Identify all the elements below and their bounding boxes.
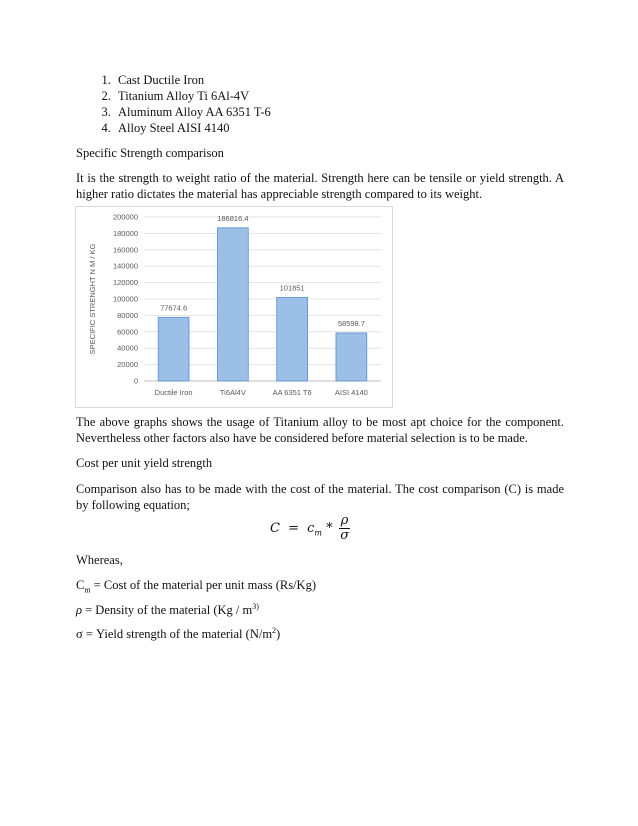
cm-subscript: m: [84, 585, 91, 595]
section-heading-specific-strength: Specific Strength comparison: [76, 146, 224, 160]
equation-denominator: σ: [340, 528, 350, 543]
y-tick-label: 80000: [117, 310, 138, 320]
rho-symbol: ρ: [76, 603, 82, 618]
x-tick-label: Ti6Al4V: [219, 388, 246, 397]
list-item: 4. Alloy Steel AISI 4140: [114, 120, 271, 136]
sigma-symbol: σ: [76, 627, 83, 642]
sigma-text: = Yield strength of the material (N/m: [82, 627, 273, 642]
chart-data-labels: [160, 214, 365, 328]
x-tick-label: Ductile Iron: [154, 388, 193, 397]
bar-chart-svg: [76, 207, 392, 407]
cm-symbol: C: [76, 578, 85, 592]
list-item: 3. Aluminum Alloy AA 6351 T-6: [114, 104, 271, 120]
definition-rho: [76, 602, 259, 618]
y-tick-label: 120000: [112, 278, 138, 288]
chart-bar: [158, 317, 189, 381]
y-tick-label: 0: [133, 376, 138, 386]
y-tick-label: 20000: [117, 360, 138, 370]
cost-equation: [270, 514, 350, 543]
x-tick-label: AISI 4140: [334, 388, 368, 397]
y-tick-label: 140000: [112, 261, 138, 271]
y-tick-label: 180000: [112, 228, 138, 238]
cost-paragraph: Comparison also has to be made with the cost of the material. The cost comparison (C) is made by following equation;: [76, 482, 564, 512]
data-label: 77674.6: [160, 303, 188, 313]
definition-cm: [76, 578, 316, 595]
definition-sigma: [76, 626, 280, 642]
equation-equals: =: [288, 521, 299, 536]
list-item: 1. Cast Ductile Iron: [114, 72, 271, 88]
sigma-close: ): [276, 627, 281, 642]
whereas-label: Whereas,: [76, 553, 123, 567]
equation-operator: *: [326, 521, 333, 536]
data-label: 101851: [279, 283, 305, 293]
chart-y-ticks: [113, 213, 138, 386]
chart-bar: [277, 297, 308, 381]
specific-strength-chart: [75, 206, 393, 408]
x-tick-label: AA 6351 T6: [272, 388, 312, 397]
sigma-superscript: 2: [272, 626, 277, 635]
chart-bars: [158, 228, 367, 381]
list-item: 2. Titanium Alloy Ti 6Al-4V: [114, 88, 271, 104]
chart-bar: [336, 333, 367, 381]
alloy-list: [92, 72, 271, 136]
equation-fraction: [339, 514, 351, 543]
y-tick-label: 40000: [117, 343, 138, 353]
data-label: 186816.4: [217, 213, 249, 223]
chart-y-axis-label: SPECIFIC STRENGHT N M / KG: [88, 243, 97, 355]
conclusion-paragraph: The above graphs shows the usage of Titanium alloy to be most apt choice for the component. Nevertheless other factors also have be considered before material selection is to be made.: [76, 415, 564, 445]
rho-text: = Density of the material (Kg / m: [82, 603, 253, 618]
equation-coef-sub: m: [314, 528, 323, 538]
rho-superscript: 3): [252, 602, 259, 611]
equation-coef: c: [307, 521, 315, 536]
specific-strength-paragraph: It is the strength to weight ratio of the material. Strength here can be tensile or yield strength. A higher ratio dictates the material has appreciable strength compared to its weight.: [76, 171, 564, 201]
cm-text: = Cost of the material per unit mass (Rs/Kg): [90, 578, 316, 592]
y-tick-label: 100000: [112, 294, 138, 304]
equation-numerator: ρ: [340, 513, 349, 528]
data-label: 58598.7: [337, 318, 365, 328]
y-tick-label: 60000: [117, 327, 138, 337]
chart-x-ticks: [155, 388, 368, 397]
section-heading-cost: Cost per unit yield strength: [76, 456, 213, 470]
equation-lhs: C: [270, 521, 280, 536]
y-tick-label: 160000: [112, 245, 138, 255]
chart-bar: [217, 228, 248, 381]
y-tick-label: 200000: [112, 212, 138, 222]
